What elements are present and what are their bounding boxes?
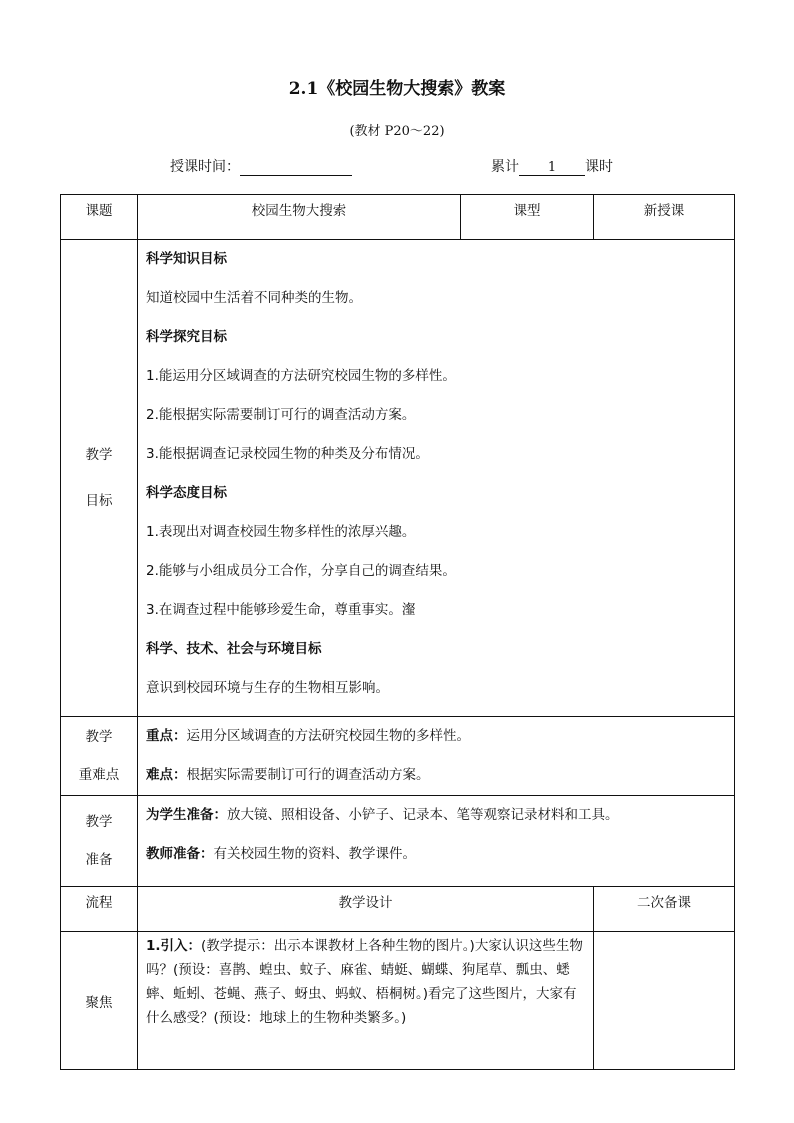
focus-second-prep [594, 932, 735, 1070]
document-subtitle: (教材 P20～22) [349, 124, 445, 139]
goal-line: 3.在调查过程中能够珍爱生命，尊重事实。瀣 [146, 602, 416, 618]
type-value: 新授课 [594, 195, 735, 240]
goal-line: 2.能够与小组成员分工合作，分享自己的调查结果。 [146, 563, 456, 579]
goals-label-line2: 目标 [85, 493, 113, 509]
key-content [138, 717, 735, 796]
prep-content [138, 796, 735, 887]
topic-value: 校园生物大搜索 [138, 195, 461, 240]
goal-line: 2.能根据实际需要制订可行的调查活动方案。 [146, 407, 416, 423]
goals-content [138, 240, 735, 717]
goals-row [61, 240, 735, 717]
focus-content [138, 932, 594, 1070]
process-header-row [61, 887, 735, 932]
process-col-design: 教学设计 [138, 887, 594, 932]
key-focus: 重点：运用分区域调查的方法研究校园生物的多样性。 [146, 728, 470, 744]
lesson-plan-table [60, 194, 735, 1070]
prep-teacher: 教师准备：有关校园生物的资料、教学课件。 [146, 846, 416, 862]
goals-label [61, 240, 138, 717]
prep-label-line1: 教学 [85, 814, 113, 830]
type-label: 课型 [461, 195, 594, 240]
lesson-time [170, 156, 352, 176]
topic-row [61, 195, 735, 240]
process-col-second: 二次备课 [594, 887, 735, 932]
goal-line: 科学探究目标 [146, 329, 227, 345]
key-label-line1: 教学 [85, 729, 113, 745]
goal-line: 1.表现出对调查校园生物多样性的浓厚兴趣。 [146, 524, 416, 540]
goal-line: 科学、技术、社会与环境目标 [146, 641, 322, 657]
process-col-flow: 流程 [61, 887, 138, 932]
focus-text: 1.引入：(教学提示：出示本课教材上各种生物的图片。)大家认识这些生物吗？(预设：喜鹊、蝗虫、蚊子、麻雀、蜻蜓、蝴蝶、狗尾草、瓢虫、蟋蟀、蚯蚓、苍蝇、燕子、蚜虫、蚂蚁、梧桐树。)看完了这些图片，大家有什么感受？(预设：地球上的生物种类繁多。) [146, 938, 583, 1026]
goal-line: 意识到校园环境与生存的生物相互影响。 [146, 680, 389, 696]
prep-label [61, 796, 138, 887]
prep-student: 为学生准备：放大镜、照相设备、小铲子、记录本、笔等观察记录材料和工具。 [146, 807, 619, 823]
goal-line: 科学态度目标 [146, 485, 227, 501]
lesson-time-label: 授课时间： [170, 159, 240, 175]
prep-label-line2: 准备 [85, 852, 113, 868]
topic-label: 课题 [61, 195, 138, 240]
goals-label-line1: 教学 [85, 447, 113, 463]
key-row [61, 717, 735, 796]
lesson-count [491, 156, 613, 176]
lesson-count-value: 1 [519, 160, 585, 176]
focus-label: 聚焦 [61, 932, 138, 1070]
document-title: 2.1《校园生物大搜索》教案 [288, 79, 506, 99]
lesson-count-unit: 课时 [585, 159, 613, 175]
goal-line: 知道校园中生活着不同种类的生物。 [146, 290, 362, 306]
focus-row [61, 932, 735, 1070]
prep-row [61, 796, 735, 887]
lesson-count-label: 累计 [491, 159, 519, 175]
goal-line: 1.能运用分区域调查的方法研究校园生物的多样性。 [146, 368, 456, 384]
key-difficulty: 难点：根据实际需要制订可行的调查活动方案。 [146, 767, 430, 783]
goal-line: 科学知识目标 [146, 251, 227, 267]
key-label [61, 717, 138, 796]
lesson-time-blank [240, 158, 352, 176]
goal-line: 3.能根据调查记录校园生物的种类及分布情况。 [146, 446, 429, 462]
key-label-line2: 重难点 [78, 767, 120, 783]
